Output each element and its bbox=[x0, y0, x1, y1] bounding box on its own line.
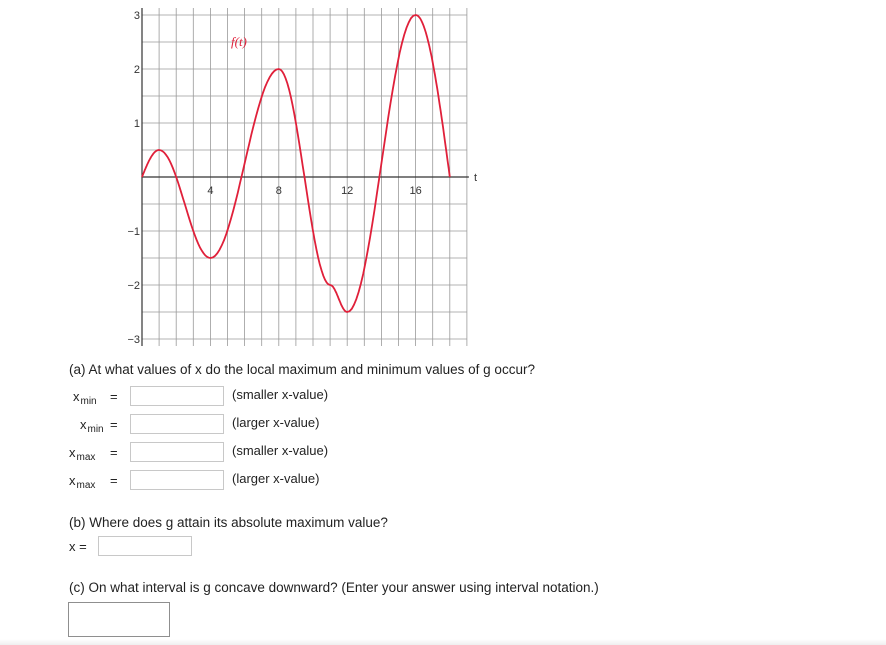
xmax-smaller-input[interactable] bbox=[130, 442, 224, 462]
xmax-larger-input[interactable] bbox=[130, 470, 224, 490]
tick-labels bbox=[127, 10, 421, 346]
x-tick-label: 8 bbox=[275, 185, 282, 197]
y-tick-label: 3 bbox=[133, 10, 140, 22]
y-tick-label: 2 bbox=[133, 64, 140, 76]
hint-larger-x: (larger x-value) bbox=[232, 471, 320, 486]
xmin-label-1: $x_{min}$ bbox=[73, 389, 97, 407]
xmin-smaller-input[interactable] bbox=[130, 386, 224, 406]
y-tick-label: −3 bbox=[127, 334, 140, 346]
question-c: (c) On what interval is g concave downward? (Enter your answer using interval notation.) bbox=[69, 580, 599, 595]
xmin-larger-input[interactable] bbox=[130, 414, 224, 434]
xmax-label-1: $x_{max}$ bbox=[69, 445, 96, 463]
page-bottom-edge bbox=[0, 639, 886, 645]
x-tick-label: 12 bbox=[341, 185, 354, 197]
hint-larger-x: (larger x-value) bbox=[232, 415, 320, 430]
x-tick-label: 16 bbox=[409, 185, 422, 197]
equals-sign: = bbox=[110, 473, 118, 488]
xmin-label-2: $x_{min}$ bbox=[80, 417, 104, 435]
absolute-max-input[interactable] bbox=[98, 536, 192, 556]
y-tick-label: −2 bbox=[127, 280, 140, 292]
y-tick-label: −1 bbox=[127, 226, 140, 238]
t-axis-label: t bbox=[474, 172, 478, 184]
hint-smaller-x: (smaller x-value) bbox=[232, 443, 329, 458]
concave-down-interval-input[interactable] bbox=[68, 602, 170, 637]
xmax-label-2: $x_{max}$ bbox=[69, 473, 96, 491]
function-label: f(t) bbox=[231, 34, 247, 49]
function-graph bbox=[0, 0, 480, 350]
question-a: (a) At what values of x do the local maximum and minimum values of g occur? bbox=[69, 362, 535, 377]
question-b: (b) Where does g attain its absolute maximum value? bbox=[69, 515, 388, 530]
equals-sign: = bbox=[110, 445, 118, 460]
equals-sign: = bbox=[110, 417, 118, 432]
y-tick-label: 1 bbox=[133, 118, 140, 130]
x-equals-label: x = bbox=[69, 539, 87, 554]
graph-axes bbox=[142, 8, 469, 346]
hint-smaller-x: (smaller x-value) bbox=[232, 387, 329, 402]
equals-sign: = bbox=[110, 389, 118, 404]
x-tick-label: 4 bbox=[207, 185, 214, 197]
